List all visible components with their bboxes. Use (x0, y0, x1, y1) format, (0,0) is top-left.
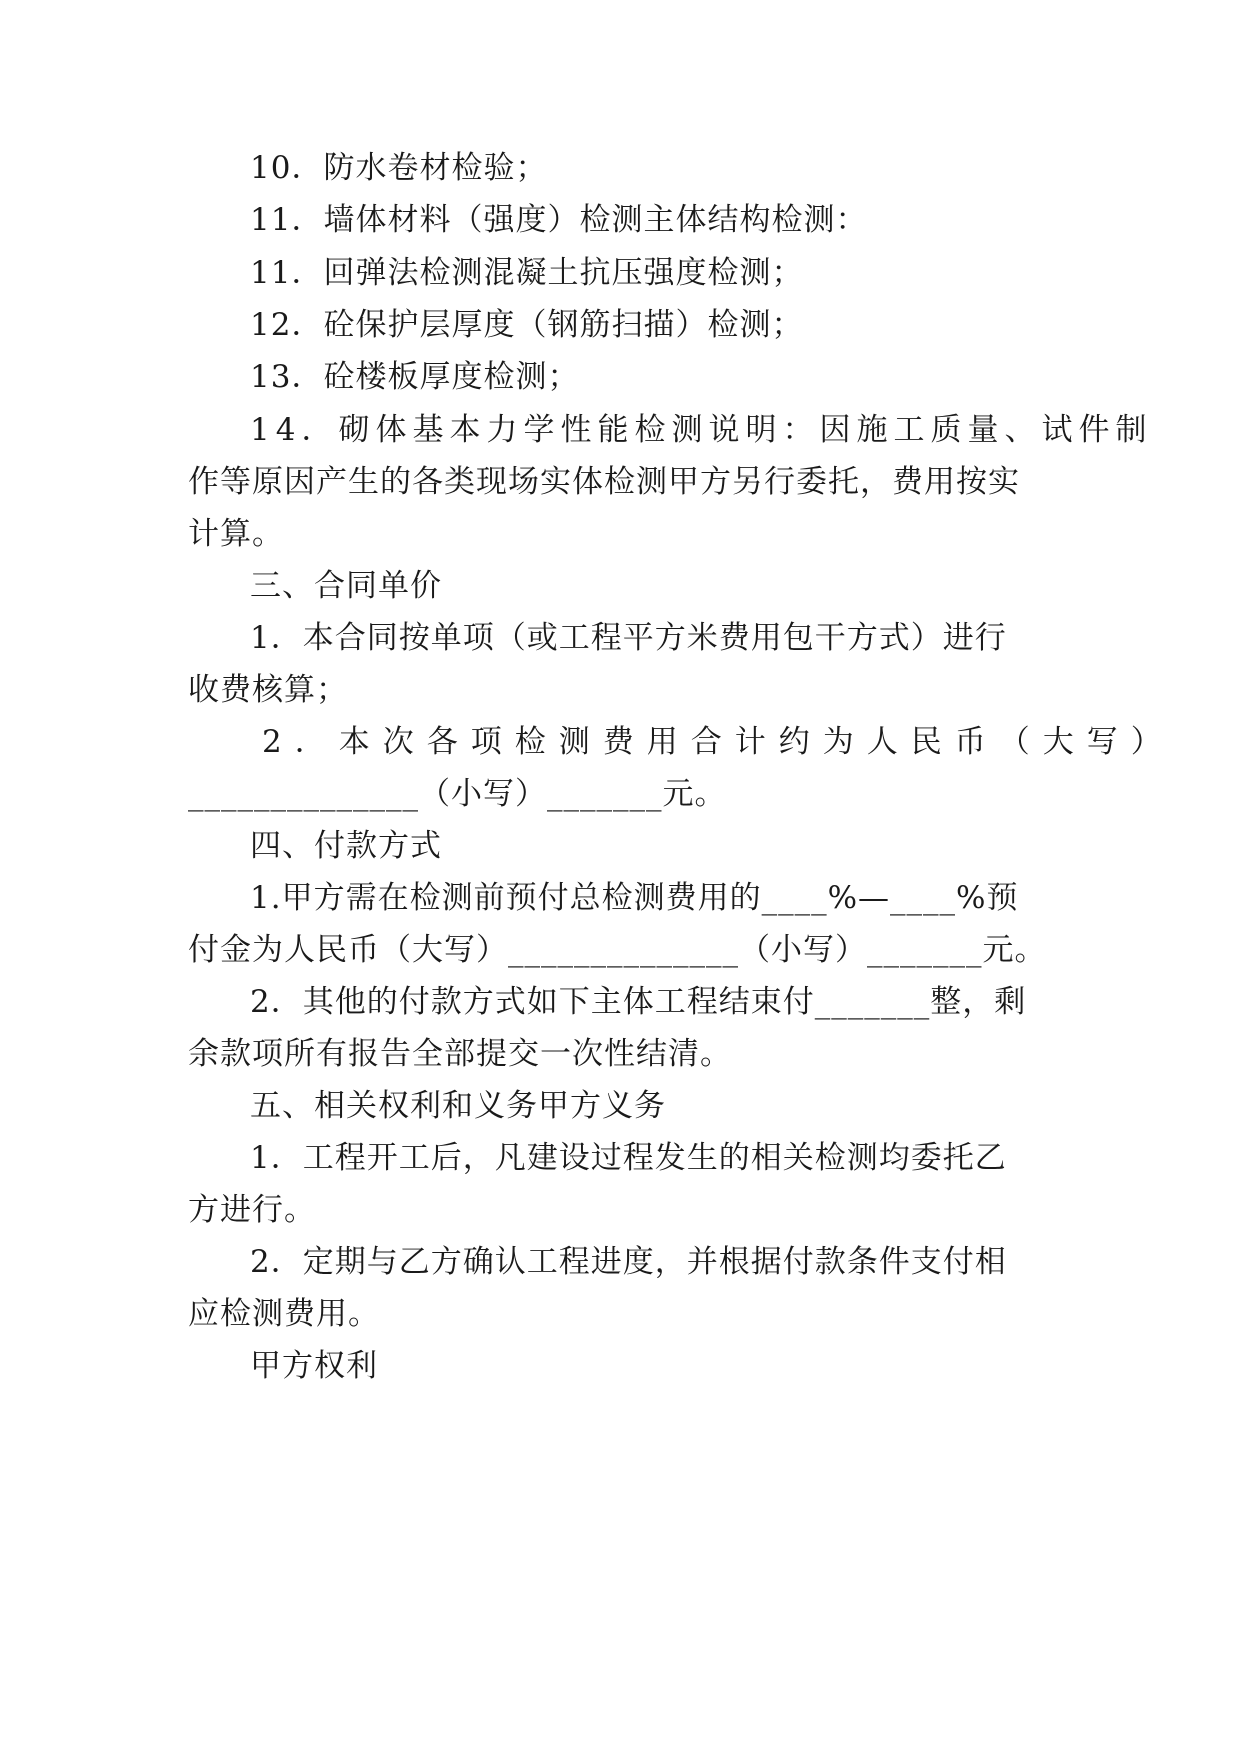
list-item-10: 10．防水卷材检验； (250, 150, 548, 186)
rights-heading: 甲方权利 (250, 1348, 378, 1384)
section-3-para2-line1: 2．本次各项检测费用合计约为人民币（大写） (262, 724, 1175, 760)
section-5-para2-line2: 应检测费用。 (188, 1296, 380, 1332)
list-item-14-line2: 作等原因产生的各类现场实体检测甲方另行委托，费用按实 (188, 464, 1020, 500)
section-3-heading: 三、合同单价 (250, 568, 442, 604)
section-4-para1-line1: 1.甲方需在检测前预付总检测费用的____%—____%预 (250, 880, 1019, 916)
list-item-14-line1: 14．砌体基本力学性能检测说明：因施工质量、试件制 (250, 412, 1153, 448)
section-3-para1-line2: 收费核算； (188, 672, 348, 708)
section-4-para1-line2: 付金为人民币（大写）______________（小写）_______元。 (188, 932, 1047, 968)
section-5-para2-line1: 2．定期与乙方确认工程进度，并根据付款条件支付相 (250, 1244, 1007, 1280)
section-3-para2-line2: ______________（小写）_______元。 (188, 776, 727, 812)
section-5-para1-line1: 1．工程开工后，凡建设过程发生的相关检测均委托乙 (250, 1140, 1007, 1176)
section-4-para2-line1: 2．其他的付款方式如下主体工程结束付_______整，剩 (250, 984, 1027, 1020)
section-4-heading: 四、付款方式 (250, 828, 442, 864)
section-5-para1-line2: 方进行。 (188, 1192, 316, 1228)
list-item-11-wall: 11．墙体材料（强度）检测主体结构检测： (250, 202, 868, 238)
section-4-para2-line2: 余款项所有报告全部提交一次性结清。 (188, 1036, 732, 1072)
list-item-13: 13．砼楼板厚度检测； (250, 359, 580, 395)
section-3-para1-line1: 1．本合同按单项（或工程平方米费用包干方式）进行 (250, 620, 1007, 656)
list-item-14-line3: 计算。 (188, 516, 284, 552)
section-5-heading: 五、相关权利和义务甲方义务 (250, 1088, 666, 1124)
list-item-12: 12．砼保护层厚度（钢筋扫描）检测； (250, 307, 804, 343)
list-item-11-rebound: 11．回弹法检测混凝土抗压强度检测； (250, 255, 804, 291)
